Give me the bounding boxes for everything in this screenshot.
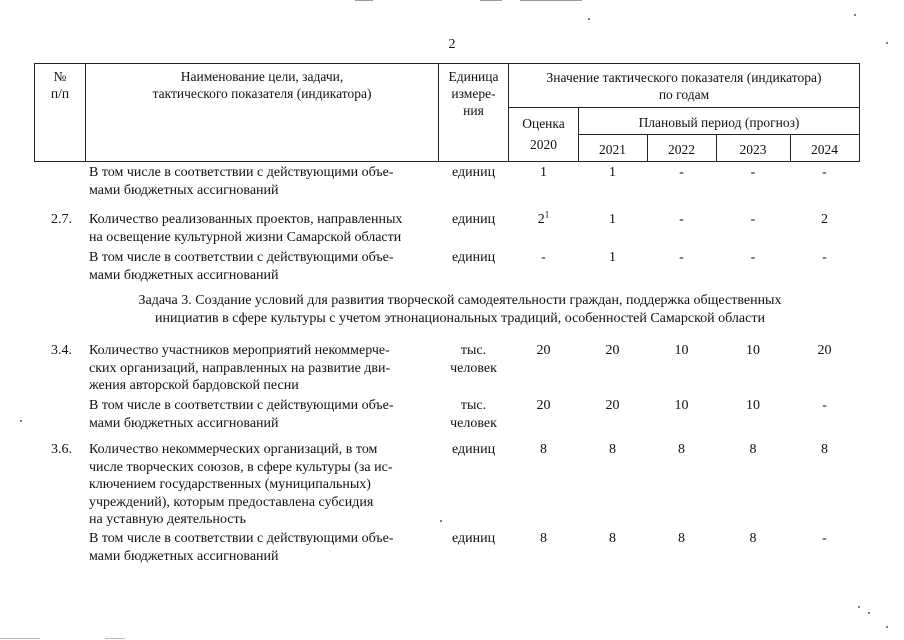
scan-speck [20,420,22,422]
row-2023: 8 [749,531,757,546]
row-name: Количество участников мероприятий некоммерче- ских организаций, направленных на развитие дви- жения авторской бардовской песни [89,343,391,393]
header-year-2023: 2023 [739,142,767,157]
row-unit: единиц [451,212,496,227]
header-unit: Единица измере- ния [448,69,499,118]
row-2024: 2 [821,212,828,227]
row-name: Количество реализованных проектов, направленных на освещение культурной жизни Самарской области [89,212,403,245]
footnote-marker: 1 [544,209,550,220]
row-2021: 1 [609,212,616,227]
row-2024: - [822,165,827,180]
row-2023: 10 [746,343,760,358]
row-name: В том числе в соответствии с действующими объе- мами бюджетных ассигнований [89,398,394,431]
row-2023: 8 [749,442,757,457]
header-values: Значение тактического показателя (индикатора) по годам [546,70,822,102]
row-unit: единиц [451,250,496,265]
scan-mark [105,638,125,639]
header-name: Наименование цели, задачи, тактического показателя (индикатора) [152,69,372,101]
row-estimate: $2^1$ [537,209,550,227]
row-unit: тыс. человек [450,398,497,431]
scan-speck [440,520,442,522]
row-unit: единиц [451,165,496,180]
task-3-heading: Задача 3. Создание условий для развития творческой самодеятельности граждан, поддержка общественных инициатив в сфере культуры с учетом этнонациональных традиций, особенностей Самарской области [138,293,782,326]
row-2021: 8 [609,442,616,457]
row-estimate: 20 [536,343,551,358]
row-2022: 8 [678,531,685,546]
row-2021: 20 [605,343,620,358]
header-plan-divider [578,134,860,135]
row-unit: единиц [451,531,496,546]
row-name: В том числе в соответствии с действующими объе- мами бюджетных ассигнований [89,165,394,198]
scan-speck [868,612,870,614]
scan-mark [355,0,373,1]
header-bottom-border [34,161,860,162]
scan-speck [886,42,888,44]
row-estimate: 20 [536,398,551,413]
row-2021: 20 [605,398,620,413]
header-estimate: Оценка 2020 [522,116,565,152]
col-border-right [859,63,860,162]
row-2024: - [822,250,827,265]
page-number: 2 [448,37,456,52]
row-2023: - [750,212,756,227]
row-2021: 1 [609,250,616,265]
row-2022: 10 [674,398,689,413]
row-name: В том числе в соответствии с действующими объе- мами бюджетных ассигнований [89,531,394,564]
header-values-divider [508,107,860,108]
scan-speck [854,14,856,16]
row-2023: - [750,250,756,265]
row-2022: 8 [678,442,685,457]
scan-mark [520,0,582,1]
header-year-2024: 2024 [811,142,838,157]
header-plan-period: Плановый период (прогноз) [638,115,800,130]
header-year-2021: 2021 [599,142,626,157]
row-2023: 10 [746,398,760,413]
row-2024: - [822,531,827,546]
row-number: 3.6. [51,442,72,457]
scan-mark [480,0,502,1]
row-2021: 8 [609,531,616,546]
row-number: 3.4. [51,343,72,358]
row-estimate: 1 [540,165,547,180]
scan-mark [0,638,40,639]
row-2023: - [750,165,756,180]
scan-speck [858,606,860,608]
row-2021: 1 [609,165,616,180]
row-estimate: 8 [540,442,547,457]
row-2022: 10 [674,343,689,358]
row-unit: единиц [451,442,496,457]
row-name: Количество некоммерческих организаций, в том числе творческих союзов, в сфере культуры (за ис- ключением государственных (муниципальных) учреждений), которым предоставлена субсидия на уставную деятельность [89,442,393,527]
scan-speck [886,626,888,628]
row-number: 2.7. [51,212,72,227]
row-estimate: 8 [540,531,547,546]
row-unit: тыс. человек [450,343,497,376]
header-year-2022: 2022 [668,142,695,157]
row-2024: 20 [817,343,832,358]
row-estimate: - [541,250,546,265]
row-2024: - [822,398,827,413]
row-2024: 8 [821,442,828,457]
row-2022: - [679,250,684,265]
header-no: № п/п [50,69,70,101]
row-2022: - [679,165,684,180]
row-2022: - [679,212,684,227]
scan-speck [588,18,590,20]
header-top-border [34,63,860,64]
row-name: В том числе в соответствии с действующими объе- мами бюджетных ассигнований [89,250,394,283]
